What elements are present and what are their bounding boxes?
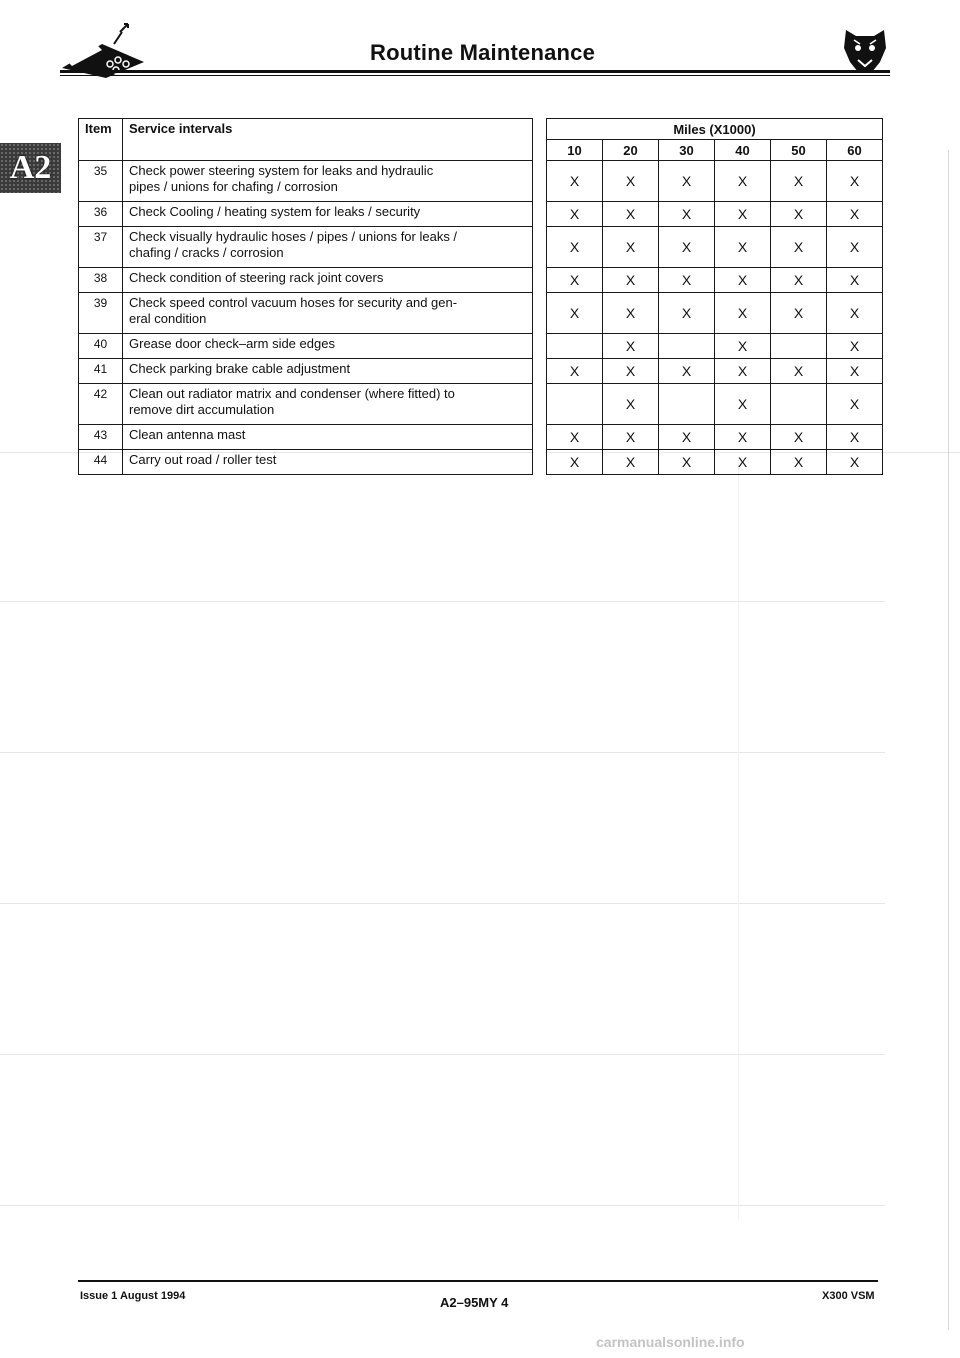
interval-mark: X <box>715 425 771 450</box>
service-description <box>123 268 533 293</box>
interval-mark: X <box>771 161 827 202</box>
interval-mark: X <box>771 450 827 475</box>
interval-mark: X <box>603 359 659 384</box>
interval-mark: X <box>547 293 603 334</box>
interval-mark: X <box>771 268 827 293</box>
description-line: Grease door check–arm side edges <box>129 336 335 351</box>
interval-mark: X <box>827 359 883 384</box>
mile-column-header: 50 <box>771 140 827 161</box>
interval-mark: X <box>771 425 827 450</box>
mile-column-header: 10 <box>547 140 603 161</box>
page-title: Routine Maintenance <box>370 40 596 65</box>
interval-mark: X <box>715 450 771 475</box>
table-row <box>79 268 883 293</box>
interval-mark: X <box>827 425 883 450</box>
interval-mark: X <box>659 161 715 202</box>
interval-mark: X <box>547 268 603 293</box>
item-number: 35 <box>79 161 123 202</box>
column-gap <box>533 450 547 475</box>
service-description <box>123 161 533 202</box>
service-description <box>123 227 533 268</box>
table-row <box>79 450 883 475</box>
table-row <box>79 359 883 384</box>
interval-mark: X <box>547 161 603 202</box>
interval-mark: X <box>603 384 659 425</box>
item-number: 37 <box>79 227 123 268</box>
service-description <box>123 450 533 475</box>
page-code: A2–95MY 4 <box>440 1295 509 1310</box>
model-code: X300 VSM <box>822 1290 875 1302</box>
interval-mark: X <box>715 293 771 334</box>
item-number: 40 <box>79 334 123 359</box>
interval-mark: X <box>603 227 659 268</box>
description-line: remove dirt accumulation <box>129 402 275 417</box>
description-line: Check Cooling / heating system for leaks / security <box>129 204 421 219</box>
interval-mark: X <box>827 334 883 359</box>
column-gap <box>533 384 547 425</box>
service-description <box>123 202 533 227</box>
interval-mark: X <box>603 202 659 227</box>
interval-mark <box>547 384 603 425</box>
description-line: Clean out radiator matrix and condenser (where fitted) to <box>129 386 455 401</box>
description-line: Check condition of steering rack joint covers <box>129 270 384 285</box>
interval-mark: X <box>547 359 603 384</box>
interval-mark: X <box>715 384 771 425</box>
interval-mark <box>771 334 827 359</box>
watermark: carmanualsonline.info <box>596 1334 745 1350</box>
item-number: 38 <box>79 268 123 293</box>
item-number: 44 <box>79 450 123 475</box>
interval-mark: X <box>827 268 883 293</box>
column-gap <box>533 293 547 334</box>
interval-mark: X <box>603 334 659 359</box>
item-number: 39 <box>79 293 123 334</box>
description-line: eral condition <box>129 311 207 326</box>
service-description <box>123 425 533 450</box>
interval-mark: X <box>771 359 827 384</box>
description-line: pipes / unions for chafing / corrosion <box>129 179 338 194</box>
interval-mark: X <box>659 450 715 475</box>
interval-mark <box>659 384 715 425</box>
interval-mark: X <box>771 227 827 268</box>
table-row <box>79 334 883 359</box>
interval-mark <box>771 384 827 425</box>
interval-mark <box>547 334 603 359</box>
column-gap <box>533 227 547 268</box>
interval-mark <box>659 334 715 359</box>
interval-mark: X <box>827 384 883 425</box>
column-gap <box>533 359 547 384</box>
interval-mark: X <box>547 202 603 227</box>
interval-mark: X <box>603 293 659 334</box>
item-number: 36 <box>79 202 123 227</box>
item-number: 41 <box>79 359 123 384</box>
footer-rule <box>78 1280 878 1282</box>
interval-mark: X <box>827 202 883 227</box>
interval-mark: X <box>603 425 659 450</box>
mile-column-header: 20 <box>603 140 659 161</box>
description-line: Check speed control vacuum hoses for security and gen- <box>129 295 458 310</box>
interval-mark: X <box>659 268 715 293</box>
interval-mark: X <box>827 227 883 268</box>
interval-mark: X <box>659 293 715 334</box>
interval-mark: X <box>771 202 827 227</box>
mile-column-header: 60 <box>827 140 883 161</box>
service-interval-table <box>78 118 883 475</box>
description-line: Carry out road / roller test <box>129 452 277 467</box>
column-gap <box>533 268 547 293</box>
column-gap <box>533 202 547 227</box>
miles-header: Miles (X1000) <box>547 119 883 140</box>
interval-mark: X <box>603 450 659 475</box>
interval-mark: X <box>715 268 771 293</box>
service-description <box>123 334 533 359</box>
description-line: Check power steering system for leaks and hydraulic <box>129 163 434 178</box>
service-description <box>123 359 533 384</box>
interval-mark: X <box>547 227 603 268</box>
description-line: Clean antenna mast <box>129 427 246 442</box>
interval-mark: X <box>659 425 715 450</box>
mile-column-header: 30 <box>659 140 715 161</box>
table-row <box>79 293 883 334</box>
item-number: 42 <box>79 384 123 425</box>
interval-mark: X <box>827 161 883 202</box>
service-description <box>123 384 533 425</box>
description-line: Check visually hydraulic hoses / pipes / unions for leaks / <box>129 229 458 244</box>
issue-date: Issue 1 August 1994 <box>80 1290 186 1302</box>
interval-mark: X <box>827 450 883 475</box>
interval-mark: X <box>547 450 603 475</box>
service-intervals-header: Service intervals <box>123 119 533 161</box>
item-column-header: Item <box>79 119 123 161</box>
header-rule <box>60 70 890 73</box>
interval-mark: X <box>715 359 771 384</box>
interval-mark: X <box>603 268 659 293</box>
interval-mark: X <box>715 161 771 202</box>
column-gap <box>533 425 547 450</box>
service-description <box>123 293 533 334</box>
interval-mark: X <box>659 227 715 268</box>
table-row <box>79 202 883 227</box>
description-line: Check parking brake cable adjustment <box>129 361 351 376</box>
interval-mark: X <box>547 425 603 450</box>
table-row <box>79 425 883 450</box>
interval-mark: X <box>715 202 771 227</box>
table-row <box>79 227 883 268</box>
column-gap <box>533 119 547 161</box>
description-line: chafing / cracks / corrosion <box>129 245 284 260</box>
interval-mark: X <box>603 161 659 202</box>
interval-mark: X <box>827 293 883 334</box>
column-gap <box>533 161 547 202</box>
header-rule-thin <box>60 75 890 76</box>
column-gap <box>533 334 547 359</box>
interval-mark: X <box>715 227 771 268</box>
mile-column-header: 40 <box>715 140 771 161</box>
table-row <box>79 161 883 202</box>
item-number: 43 <box>79 425 123 450</box>
interval-mark: X <box>659 202 715 227</box>
interval-mark: X <box>659 359 715 384</box>
interval-mark: X <box>771 293 827 334</box>
interval-mark: X <box>715 334 771 359</box>
table-row <box>79 384 883 425</box>
section-tab: A2 <box>0 143 61 193</box>
